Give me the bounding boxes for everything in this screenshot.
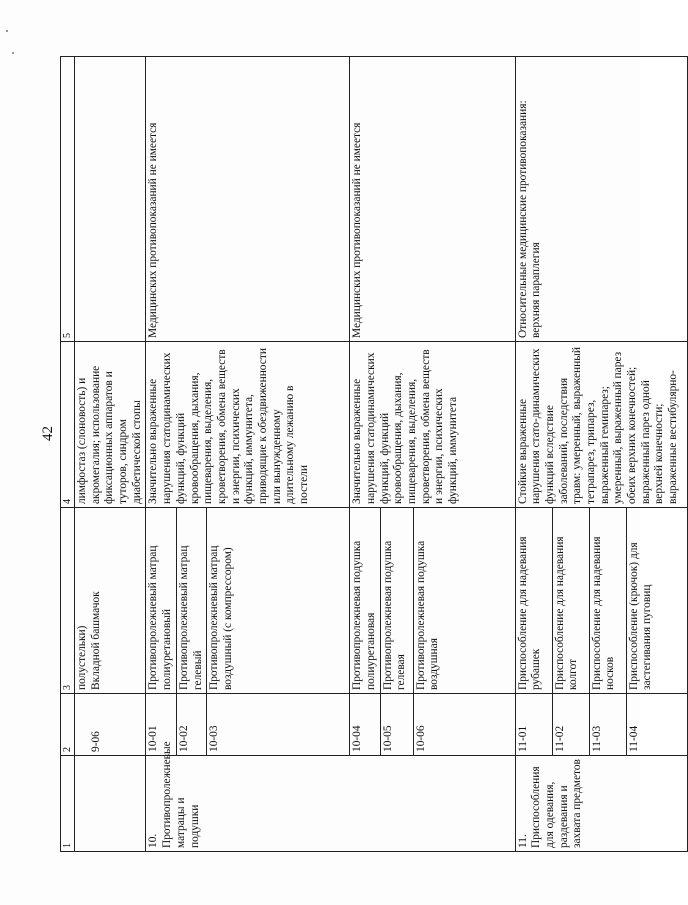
table-row [75, 57, 146, 852]
header-cell: 5 [61, 57, 75, 342]
item-name: Противопролежневая подушка воздушная [413, 508, 515, 694]
item-code: 10-03 [207, 694, 350, 756]
item-code: 9-06 [89, 731, 102, 752]
table-cell [75, 508, 146, 694]
item-name: Приспособление (крючок) для застегивания пуговиц [626, 508, 687, 694]
page-number: 42 [40, 426, 56, 441]
cell-text: полустельки) [76, 625, 88, 690]
item-code: 10-05 [380, 694, 413, 756]
contraindications-cell: Относительные медицинские противопоказания: верхняя параплегия [515, 57, 687, 342]
group-name-cell: 11. Приспособления для одевания, раздевания и захвата предметов [515, 756, 687, 852]
header-cell: 3 [61, 508, 75, 694]
indications-cell: Значительно выраженные нарушения статодинамических функций, функций кровообращения, дыхания, пищеварения, выделения, кроветворения, обмена веществ и энергии, психических функций, иммунитета, приводящие к обездвиженности или вынужденному длительному лежанию в постели [146, 342, 350, 508]
group-name-cell: 10. Противопролежневые матрацы и подушки [146, 756, 515, 852]
header-row [61, 57, 75, 852]
item-code: 10-04 [350, 694, 380, 756]
rehab-means-table [60, 56, 688, 852]
table-row [350, 57, 380, 852]
table-cell [75, 694, 146, 756]
table-cell [75, 57, 146, 342]
item-name: Противопролежневый матрац гелевый [176, 508, 206, 694]
item-name: Приспособление для надевания носков [589, 508, 626, 694]
item-name: Приспособление для надевания рубашек [515, 508, 552, 694]
contraindications-cell: Медицинских противопоказаний не имеется [350, 57, 515, 342]
table-cell [75, 756, 146, 852]
indications-cell: Стойкие выраженные нарушения стато-динамических функций вследствие заболеваний, последствия травм: умеренный, выраженный тетрапарез, трипарез, выраженный гемипарез; умеренный, выраженный парез обеих верхних конечностей; выраженный парез одной верхней конечности; выраженные вестибулярно- [515, 342, 687, 508]
item-name: Противопролежневый матрац воздушный (с компрессором) [207, 508, 350, 694]
table-row [146, 57, 176, 852]
header-cell: 4 [61, 342, 75, 508]
rotated-table-wrapper [60, 57, 680, 852]
table-cell: лимфостаз (слоновость) и акромегалия; использование фиксационных аппаратов и туторов, синдром диабетической стопы [75, 342, 146, 508]
scan-speck [6, 30, 8, 32]
item-code: 11-04 [626, 694, 687, 756]
item-name: Противопролежневый матрац полиуретановый [146, 508, 176, 694]
item-name: Противопролежневая подушка гелевая [380, 508, 413, 694]
table-row [515, 57, 552, 852]
contraindications-cell: Медицинских противопоказаний не имеется [146, 57, 350, 342]
item-code: 11-01 [515, 694, 552, 756]
item-name: Вкладной башмачок [89, 591, 102, 690]
item-code: 10-02 [176, 694, 206, 756]
item-name: Приспособление для надевания колгот [552, 508, 589, 694]
header-cell: 1 [61, 756, 75, 852]
scan-speck [12, 52, 14, 54]
indications-cell: Значительно выраженные нарушения статодинамических функций, функций кровообращения, дыхания, пищеварения, выделения, кроветворения, обмена веществ и энергии, психических функций, иммунитета [350, 342, 515, 508]
item-code: 11-02 [552, 694, 589, 756]
header-cell: 2 [61, 694, 75, 756]
item-name: Противопролежневая подушка полиуретановая [350, 508, 380, 694]
item-code: 10-01 [146, 694, 176, 756]
item-code: 10-06 [413, 694, 515, 756]
item-code: 11-03 [589, 694, 626, 756]
